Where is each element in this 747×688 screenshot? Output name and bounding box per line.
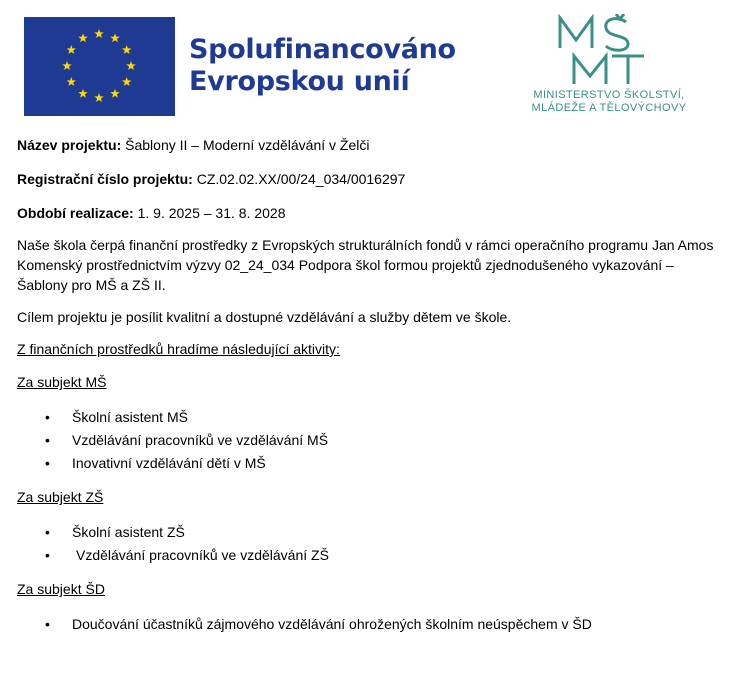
msmt-name-line2: MLÁDEŽE A TĚLOVÝCHOVY [531,102,687,114]
list-item [17,544,737,567]
intro-paragraph: Naše škola čerpá finanční prostředky z Evropských strukturálních fondů v rámci operačního programu Jan Amos Komenský prostřednictvím výzvy 02_24_034 Podpora škol formou projektů zjednodušeného vykazování – Šablony pro MŠ a ZŠ II. [17,237,714,293]
bullet-icon: • [45,524,50,540]
bullet-icon: • [45,455,50,471]
project-name-label: Název projektu: [17,137,122,153]
bullet-icon: • [45,616,50,632]
list-item [17,452,737,475]
realization-period-line [17,203,737,223]
msmt-name [504,89,714,115]
header-banner [24,12,714,115]
list-item-text: Inovativní vzdělávání dětí v MŠ [72,455,266,471]
group-heading-sd: Za subjekt ŠD [17,581,105,597]
msmt-logo [496,14,716,114]
activities-heading: Z finančních prostředků hradíme následující aktivity: [17,341,340,357]
list-item [17,521,737,544]
group-heading-ms: Za subjekt MŠ [17,374,107,390]
group-heading-zs: Za subjekt ZŠ [17,489,104,505]
eu-text-line1: Spolufinancováno [189,34,456,65]
msmt-name-line1: MINISTERSTVO ŠKOLSTVÍ, [533,89,685,101]
goal-paragraph: Cílem projektu je posílit kvalitní a dostupné vzdělávání a služby dětem ve škole. [17,309,512,325]
msmt-monogram-icon [556,14,646,86]
list-item-text: Školní asistent MŠ [72,409,188,425]
project-name-line [17,135,737,155]
registration-number-line [17,169,737,189]
list-item-text: Vzdělávání pracovníků ve vzdělávání MŠ [72,432,329,448]
group-list-zs [17,521,737,567]
list-item [17,406,737,429]
registration-number-value: CZ.02.02.XX/00/24_034/0016297 [192,171,406,187]
project-name-value: Šablony II – Moderní vzdělávání v Želči [121,137,370,153]
list-item-text: Školní asistent ZŠ [72,524,185,540]
group-list-sd [17,613,737,636]
eu-cofinanced-text [189,34,456,98]
eu-flag-logo [24,17,175,116]
list-item [17,613,737,636]
realization-period-value: 1. 9. 2025 – 31. 8. 2028 [133,205,286,221]
document-body [17,133,737,636]
list-item-text: Vzdělávání pracovníků ve vzdělávání ZŠ [76,547,329,563]
bullet-icon: • [45,432,50,448]
list-item [17,429,737,452]
bullet-icon: • [45,409,50,425]
bullet-icon: • [45,547,50,563]
list-item-text: Doučování účastníků zájmového vzdělávání ohrožených školním neúspěchem v ŠD [72,616,592,632]
group-list-ms [17,406,737,475]
registration-number-label: Registrační číslo projektu: [17,171,193,187]
realization-period-label: Období realizace: [17,205,134,221]
eu-text-line2: Evropskou unií [189,66,410,97]
